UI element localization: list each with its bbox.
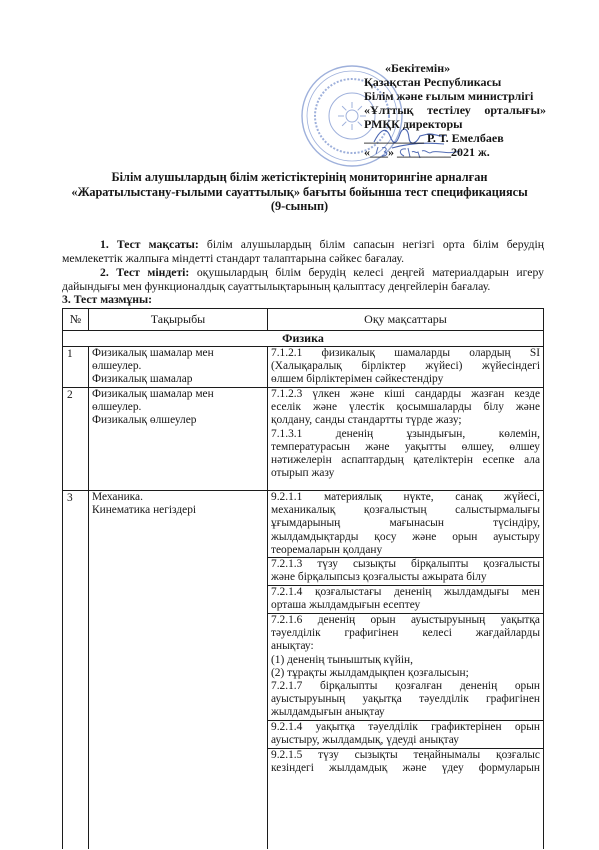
topic-cell (89, 491, 267, 849)
objective-line: ұғымдарының мағынасын түсіндіру, (271, 517, 540, 530)
objective-cell (268, 749, 543, 849)
topic-line: Физикалық шамалар мен (92, 347, 214, 359)
subject-row: Физика (63, 331, 543, 346)
objective-line: жылдамдығын анықтау (271, 706, 385, 719)
objective-line: ауыстыруының уақытқа тәуелділік графигінен (271, 693, 540, 706)
row-number: 2 (63, 388, 88, 490)
objective-line: нәтижелерін аспаптардың қателіктерін есепке ала (271, 453, 540, 466)
approval-line: Білім және ғылым министрлігі (364, 89, 534, 103)
objective-line: тәуелділік графигінен келесі жағдайларды (271, 627, 540, 640)
header-objectives: Оқу мақсаттары (268, 309, 543, 330)
objective-line: анықтау: (271, 640, 314, 653)
title-line: «Жаратылыстану-ғылыми сауаттылық» бағыты бойынша тест спецификациясы (71, 184, 528, 199)
row-number: 3 (63, 491, 88, 849)
topic-line: Механика. (92, 491, 143, 503)
objective-line: еселік және үлестік қосымшаларды білу және (271, 401, 540, 414)
objective-cell (268, 586, 543, 613)
objective-line: 7.2.1.4 қозғалыстағы дененің жылдамдығы мен (271, 586, 540, 598)
objective-line: 7.2.1.6 дененің орын ауыстыруының уақытқа (271, 614, 540, 626)
topic-line: Физикалық шамалар мен (92, 388, 214, 400)
objective-cell (268, 558, 543, 585)
objective-line: температурасын және уақытты өлшеу, өлшеу (271, 440, 540, 453)
objective-line: және бірқалыпсыз қозғалысты ажырата білу (271, 571, 487, 584)
topic-cell (89, 347, 267, 387)
row-number: 1 (63, 347, 88, 387)
topic-line: өлшеулер. (92, 401, 142, 414)
approval-heading: «Бекітемін» (385, 61, 451, 75)
objective-line: кезіндегі жылдамдық және үдеу формуларын (271, 762, 540, 775)
paragraph-line: дайындығы мен функционалдық сауаттылықтарының қалыптасу деңгейлерін бағалау. (62, 280, 491, 293)
test-tasks (62, 266, 544, 294)
approval-line: РМҚК директоры (364, 117, 463, 131)
signature-line: __________ Р. Т. Емелбаев (364, 131, 504, 145)
header-number: № (63, 309, 88, 330)
tasks-text: оқушылардың білім берудің келесі деңгей материалдарын игеру (189, 266, 544, 279)
header-topic: Тақырыбы (89, 309, 267, 330)
objective-line: (2) тұрақты жылдамдықпен қозғалысын; (271, 666, 469, 679)
objective-line: 7.2.1.3 түзу сызықты бірқалыпты қозғалысты (271, 558, 540, 570)
objective-line: 7.1.2.3 үлкен және кіші сандарды жазған кезде (271, 388, 540, 400)
topic-line: Кинематика негіздері (92, 504, 197, 517)
objective-line: қолдану, санды стандартты түрде жазу; (271, 414, 462, 427)
tasks-label: 2. Тест міндеті: (100, 266, 190, 279)
objective-cell (268, 491, 543, 557)
approval-block (364, 61, 546, 159)
approval-line: Қазақстан Республикасы (364, 75, 502, 89)
purpose-label: 1. Тест мақсаты: (100, 238, 199, 251)
objective-line: 9.2.1.4 уақытқа тәуелділік графиктерінен орын (271, 721, 540, 733)
topic-cell (89, 388, 267, 490)
objective-cell (268, 721, 543, 748)
title-line: (9-сынып) (270, 199, 329, 213)
objective-line: (1) дененің тыныштық күйін, (271, 653, 413, 666)
content-label: 3. Тест мазмұны: (62, 293, 153, 306)
objective-line: 7.1.3.1 дененің ұзындығын, көлемін, (271, 427, 540, 440)
title-line: Білім алушылардың білім жетістіктерінің мониторингіне арналған (111, 170, 488, 184)
objective-line: өлшем бірліктерімен сәйкестендіру (271, 373, 444, 386)
objective-line: орташа жылдамдығын есептеу (271, 599, 421, 612)
paragraph-line: мемлекеттік жалпыға міндетті стандарт талаптарына сәйкес бағалау. (62, 252, 404, 265)
specification-table (62, 308, 544, 849)
objective-cell (268, 388, 543, 490)
paragraph-line (62, 266, 544, 280)
purpose-text: білім алушылардың білім сапасын негізгі орта білім берудің (198, 238, 544, 251)
date-line: «___» _________2021 ж. (364, 145, 490, 159)
objective-line: отырып жазу (271, 467, 335, 480)
objective-line: 9.2.1.1 материялық нүкте, санақ жүйесі, (271, 491, 540, 503)
objective-line: жылдамдықтарды қосу және орын ауыстыру (271, 530, 540, 543)
document-title (40, 170, 559, 214)
test-purpose (62, 238, 544, 266)
topic-line: өлшеулер. (92, 360, 142, 373)
approval-line: «Ұлттық тестілеу орталығы» (364, 103, 546, 117)
objective-line: механикалық қозғалыстың салыстырмалығы (271, 504, 540, 517)
topic-line: Физикалық өлшеулер (92, 414, 197, 427)
objective-line: 9.2.1.5 түзу сызықты теңайнымалы қозғалыс (271, 749, 540, 761)
objective-cell (268, 614, 543, 720)
topic-line: Физикалық шамалар (92, 373, 193, 386)
objective-line: 7.2.1.7 бірқалыпты қозғалған дененің орын (271, 679, 540, 692)
test-content (62, 293, 544, 307)
objective-line: (Халықаралық бірліктер жүйесі) жүйесіндегі (271, 360, 540, 373)
objective-line: ауыстыру, жылдамдық, үдеуді анықтау (271, 734, 459, 747)
objective-line: теоремаларын қолдану (271, 543, 383, 556)
objective-line: 7.1.2.1 физикалық шамаларды олардың SI (271, 347, 540, 359)
paragraph-line (62, 238, 544, 252)
objective-cell (268, 347, 543, 387)
